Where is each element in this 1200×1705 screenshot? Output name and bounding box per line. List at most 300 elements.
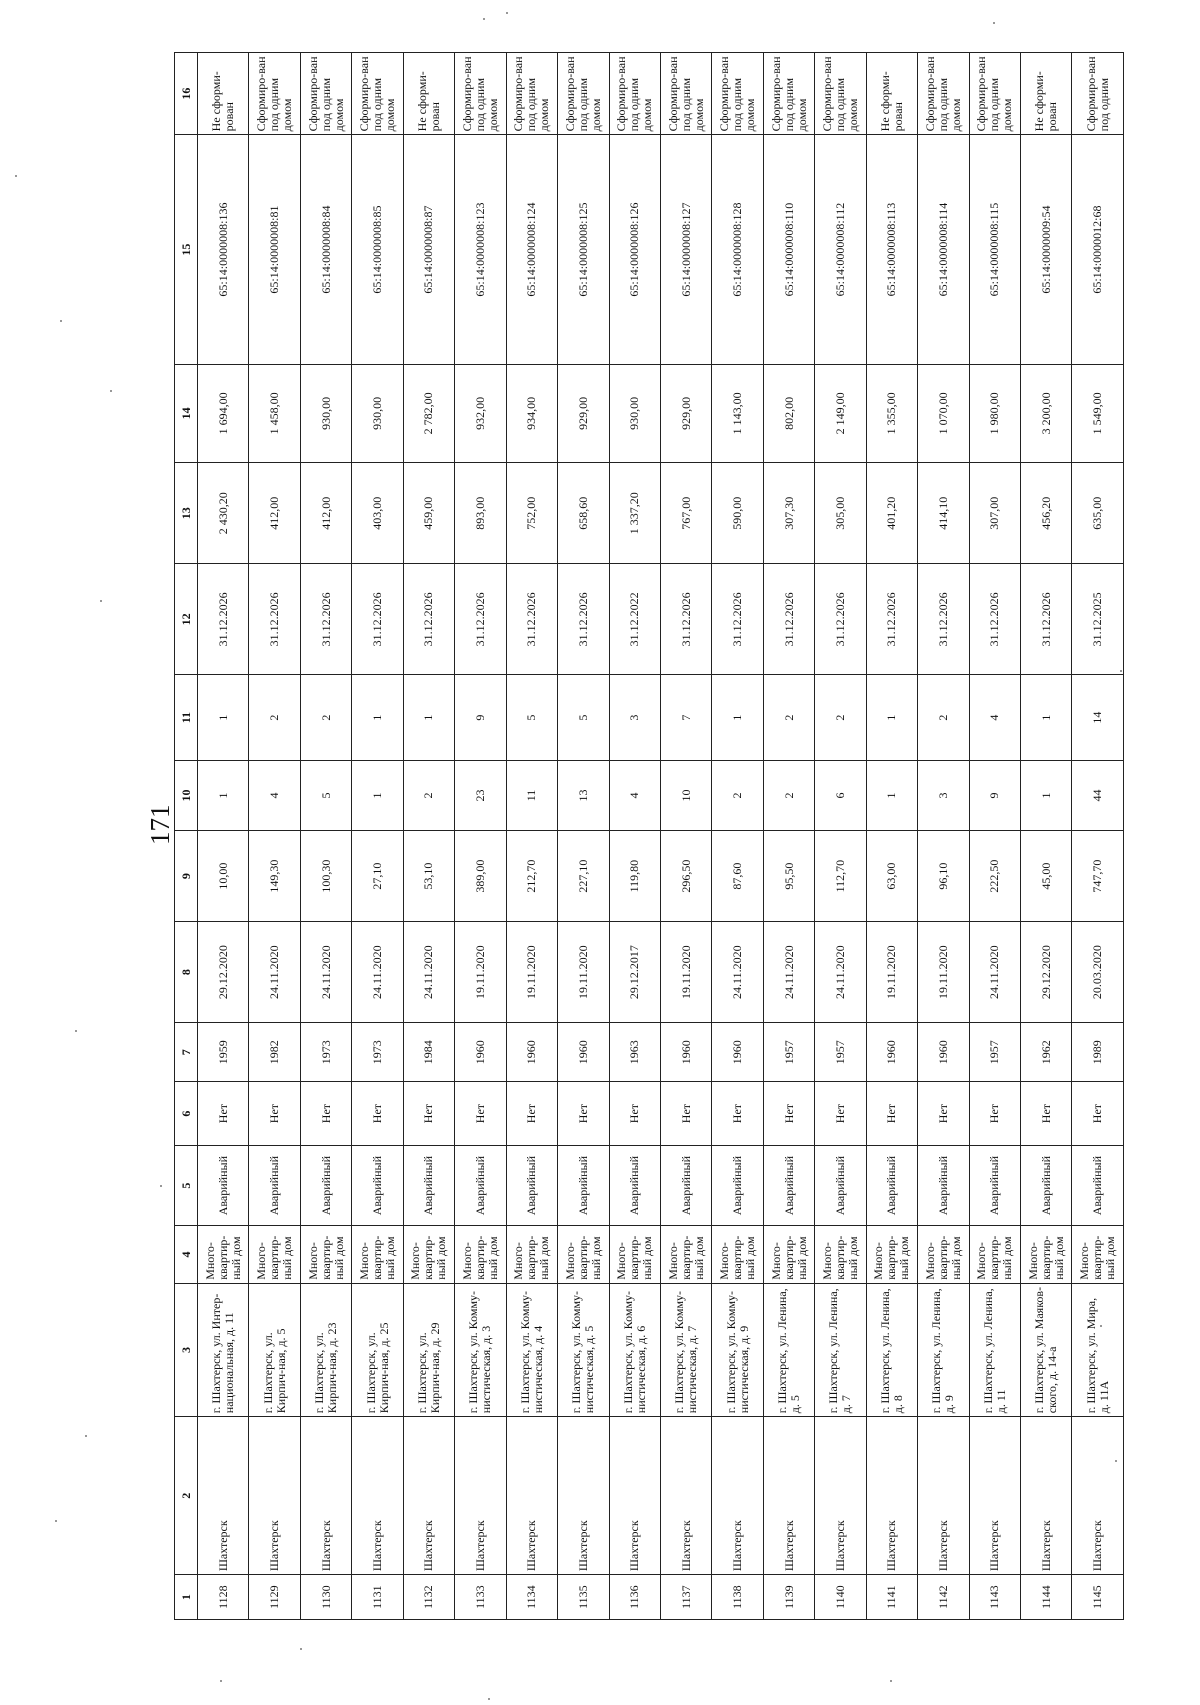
year-cell: 1960 [712,1023,763,1082]
city-cell: Шахтерск [1072,1417,1124,1575]
table-row [866,53,917,1620]
address-cell: г. Шахтерск, ул. Комму-нистическая, д. 4 [506,1283,557,1416]
col-13-cell: 401,20 [866,463,917,564]
land-status-cell: Не сформи-рован [1021,53,1072,135]
col-14-cell: 1 143,00 [712,364,763,462]
table-row [1021,53,1072,1620]
cadastral-number-cell: 65:14:0000008:113 [866,135,917,364]
deadline-cell: 31.12.2022 [609,564,660,675]
year-cell: 1982 [249,1023,300,1082]
table-body [198,53,1124,1620]
year-cell: 1960 [455,1023,506,1082]
col-13-cell: 307,30 [763,463,814,564]
col-10-cell: 1 [866,760,917,830]
flag-cell: Нет [1072,1082,1124,1146]
status-cell: Аварийный [660,1146,711,1226]
col-10-cell: 3 [918,760,969,830]
table-row [300,53,351,1620]
row-number-cell: 1136 [609,1575,660,1620]
status-cell: Аварийный [249,1146,300,1226]
city-cell: Шахтерск [506,1417,557,1575]
cadastral-number-cell: 65:14:0000008:124 [506,135,557,364]
land-status-cell: Сформиро-ван под одним домом [660,53,711,135]
scan-speck [15,175,17,177]
scan-speck [890,1680,892,1682]
col-14-cell: 930,00 [609,364,660,462]
column-number-13: 13 [175,463,198,564]
land-status-cell: Не сформи-рован [403,53,454,135]
col-13-cell: 767,00 [660,463,711,564]
address-cell: г. Шахтерск, ул. Комму-нистическая, д. 9 [712,1283,763,1416]
address-cell: г. Шахтерск, ул. Комму-нистическая, д. 7 [660,1283,711,1416]
page-number: 171 [145,804,175,845]
scan-speck [993,22,995,24]
column-number-row [175,53,198,1620]
address-cell: г. Шахтерск, ул. Кирпич-ная, д. 23 [300,1283,351,1416]
row-number-cell: 1135 [558,1575,609,1620]
column-number-8: 8 [175,921,198,1022]
scan-speck [55,1520,57,1522]
address-cell: г. Шахтерск, ул. Ленина, д. 5 [763,1283,814,1416]
scan-speck [75,1030,77,1032]
area-cell: 222,50 [969,831,1020,922]
city-cell: Шахтерск [660,1417,711,1575]
year-cell: 1973 [352,1023,403,1082]
deadline-cell: 31.12.2026 [660,564,711,675]
status-cell: Аварийный [403,1146,454,1226]
year-cell: 1960 [866,1023,917,1082]
col-11-cell: 5 [558,675,609,760]
building-type-cell: Много-квартир-ный дом [712,1226,763,1284]
building-type-cell: Много-квартир-ный дом [918,1226,969,1284]
col-11-cell: 2 [815,675,866,760]
deadline-cell: 31.12.2026 [969,564,1020,675]
address-cell: г. Шахтерск, ул. Мира, д. 11А [1072,1283,1124,1416]
city-cell: Шахтерск [352,1417,403,1575]
col-14-cell: 930,00 [352,364,403,462]
col-14-cell: 930,00 [300,364,351,462]
area-cell: 100,30 [300,831,351,922]
building-type-cell: Много-квартир-ный дом [815,1226,866,1284]
scan-speck [160,1185,162,1187]
table-row [763,53,814,1620]
col-13-cell: 459,00 [403,463,454,564]
land-status-cell: Сформиро-ван под одним домом [249,53,300,135]
row-number-cell: 1141 [866,1575,917,1620]
building-type-cell: Много-квартир-ный дом [249,1226,300,1284]
flag-cell: Нет [403,1082,454,1146]
col-11-cell: 2 [763,675,814,760]
date-cell: 24.11.2020 [815,921,866,1022]
status-cell: Аварийный [609,1146,660,1226]
scan-speck [100,600,102,602]
cadastral-number-cell: 65:14:0000008:84 [300,135,351,364]
flag-cell: Нет [249,1082,300,1146]
col-14-cell: 929,00 [558,364,609,462]
col-11-cell: 1 [1021,675,1072,760]
flag-cell: Нет [763,1082,814,1146]
col-14-cell: 1 980,00 [969,364,1020,462]
land-status-cell: Не сформи-рован [198,53,249,135]
column-number-12: 12 [175,564,198,675]
date-cell: 19.11.2020 [506,921,557,1022]
city-cell: Шахтерск [918,1417,969,1575]
address-cell: г. Шахтерск, ул. Комму-нистическая, д. 3 [455,1283,506,1416]
address-cell: г. Шахтерск, ул. Ленина, д. 7 [815,1283,866,1416]
col-13-cell: 752,00 [506,463,557,564]
col-11-cell: 2 [249,675,300,760]
flag-cell: Нет [866,1082,917,1146]
area-cell: 96,10 [918,831,969,922]
year-cell: 1957 [969,1023,1020,1082]
col-14-cell: 1 549,00 [1072,364,1124,462]
land-status-cell: Сформиро-ван под одним домом [352,53,403,135]
deadline-cell: 31.12.2026 [506,564,557,675]
flag-cell: Нет [660,1082,711,1146]
column-number-15: 15 [175,135,198,364]
table-row [249,53,300,1620]
cadastral-number-cell: 65:14:0000008:85 [352,135,403,364]
col-14-cell: 802,00 [763,364,814,462]
deadline-cell: 31.12.2026 [1021,564,1072,675]
area-cell: 87,60 [712,831,763,922]
scan-speck [60,320,62,322]
row-number-cell: 1144 [1021,1575,1072,1620]
column-number-10: 10 [175,760,198,830]
column-number-11: 11 [175,675,198,760]
deadline-cell: 31.12.2026 [352,564,403,675]
col-11-cell: 1 [866,675,917,760]
cadastral-number-cell: 65:14:0000008:128 [712,135,763,364]
year-cell: 1962 [1021,1023,1072,1082]
col-14-cell: 1 355,00 [866,364,917,462]
housing-register-table [174,52,1124,1620]
deadline-cell: 31.12.2026 [403,564,454,675]
table-row [403,53,454,1620]
city-cell: Шахтерск [969,1417,1020,1575]
col-10-cell: 13 [558,760,609,830]
col-10-cell: 11 [506,760,557,830]
land-status-cell: Сформиро-ван под одним домом [455,53,506,135]
scan-speck [488,1698,490,1700]
cadastral-number-cell: 65:14:0000008:87 [403,135,454,364]
flag-cell: Нет [352,1082,403,1146]
table-row [506,53,557,1620]
area-cell: 747,70 [1072,831,1124,922]
status-cell: Аварийный [455,1146,506,1226]
area-cell: 389,00 [455,831,506,922]
row-number-cell: 1130 [300,1575,351,1620]
area-cell: 212,70 [506,831,557,922]
status-cell: Аварийный [866,1146,917,1226]
column-number-1: 1 [175,1575,198,1620]
land-status-cell: Сформиро-ван под одним домом [712,53,763,135]
row-number-cell: 1128 [198,1575,249,1620]
year-cell: 1957 [763,1023,814,1082]
building-type-cell: Много-квартир-ный дом [455,1226,506,1284]
deadline-cell: 31.12.2026 [558,564,609,675]
col-11-cell: 14 [1072,675,1124,760]
area-cell: 63,00 [866,831,917,922]
flag-cell: Нет [455,1082,506,1146]
col-10-cell: 23 [455,760,506,830]
row-number-cell: 1142 [918,1575,969,1620]
col-10-cell: 2 [712,760,763,830]
status-cell: Аварийный [763,1146,814,1226]
scan-speck [220,1680,222,1682]
column-number-9: 9 [175,831,198,922]
col-14-cell: 2 149,00 [815,364,866,462]
col-10-cell: 4 [609,760,660,830]
col-11-cell: 5 [506,675,557,760]
col-10-cell: 2 [403,760,454,830]
building-type-cell: Много-квартир-ный дом [506,1226,557,1284]
date-cell: 24.11.2020 [403,921,454,1022]
col-11-cell: 1 [198,675,249,760]
building-type-cell: Много-квартир-ный дом [198,1226,249,1284]
col-13-cell: 2 430,20 [198,463,249,564]
land-status-cell: Сформиро-ван под одним домом [558,53,609,135]
col-13-cell: 893,00 [455,463,506,564]
cadastral-number-cell: 65:14:0000008:123 [455,135,506,364]
area-cell: 119,80 [609,831,660,922]
address-cell: г. Шахтерск, ул. Комму-нистическая, д. 5 [558,1283,609,1416]
table-row [815,53,866,1620]
area-cell: 296,50 [660,831,711,922]
year-cell: 1984 [403,1023,454,1082]
area-cell: 10,00 [198,831,249,922]
table-row [969,53,1020,1620]
flag-cell: Нет [712,1082,763,1146]
flag-cell: Нет [1021,1082,1072,1146]
land-status-cell: Сформиро-ван под одним домом [300,53,351,135]
status-cell: Аварийный [969,1146,1020,1226]
cadastral-number-cell: 65:14:0000008:112 [815,135,866,364]
deadline-cell: 31.12.2026 [866,564,917,675]
date-cell: 24.11.2020 [352,921,403,1022]
building-type-cell: Много-квартир-ный дом [969,1226,1020,1284]
table-rotation-wrapper [174,52,1124,1620]
row-number-cell: 1129 [249,1575,300,1620]
row-number-cell: 1131 [352,1575,403,1620]
city-cell: Шахтерск [763,1417,814,1575]
col-10-cell: 2 [763,760,814,830]
year-cell: 1960 [506,1023,557,1082]
table-row [1072,53,1124,1620]
col-14-cell: 1 070,00 [918,364,969,462]
deadline-cell: 31.12.2026 [249,564,300,675]
deadline-cell: 31.12.2026 [300,564,351,675]
cadastral-number-cell: 65:14:0000008:126 [609,135,660,364]
column-number-16: 16 [175,53,198,135]
land-status-cell: Сформиро-ван под одним домом [506,53,557,135]
deadline-cell: 31.12.2026 [712,564,763,675]
col-13-cell: 1 337,20 [609,463,660,564]
status-cell: Аварийный [198,1146,249,1226]
table-row [455,53,506,1620]
address-cell: г. Шахтерск, ул. Кирпич-ная, д. 25 [352,1283,403,1416]
col-11-cell: 3 [609,675,660,760]
date-cell: 24.11.2020 [763,921,814,1022]
address-cell: г. Шахтерск, ул. Комму-нистическая, д. 6 [609,1283,660,1416]
deadline-cell: 31.12.2026 [918,564,969,675]
flag-cell: Нет [815,1082,866,1146]
date-cell: 24.11.2020 [300,921,351,1022]
city-cell: Шахтерск [609,1417,660,1575]
col-10-cell: 9 [969,760,1020,830]
date-cell: 19.11.2020 [866,921,917,1022]
status-cell: Аварийный [712,1146,763,1226]
city-cell: Шахтерск [198,1417,249,1575]
col-13-cell: 307,00 [969,463,1020,564]
col-14-cell: 1 694,00 [198,364,249,462]
col-13-cell: 403,00 [352,463,403,564]
land-status-cell: Сформиро-ван под одним домом [918,53,969,135]
cadastral-number-cell: 65:14:0000008:110 [763,135,814,364]
cadastral-number-cell: 65:14:0000009:54 [1021,135,1072,364]
col-10-cell: 6 [815,760,866,830]
flag-cell: Нет [198,1082,249,1146]
row-number-cell: 1132 [403,1575,454,1620]
table-row [918,53,969,1620]
scan-speck [110,390,112,392]
flag-cell: Нет [558,1082,609,1146]
scan-speck [483,18,485,20]
column-number-7: 7 [175,1023,198,1082]
date-cell: 24.11.2020 [712,921,763,1022]
city-cell: Шахтерск [558,1417,609,1575]
scan-speck [300,1648,302,1650]
scan-speck [506,12,508,14]
col-10-cell: 4 [249,760,300,830]
date-cell: 29.12.2020 [1021,921,1072,1022]
year-cell: 1963 [609,1023,660,1082]
col-13-cell: 590,00 [712,463,763,564]
address-cell: г. Шахтерск, ул. Интер-национальная, д. 11 [198,1283,249,1416]
building-type-cell: Много-квартир-ный дом [1021,1226,1072,1284]
column-number-6: 6 [175,1082,198,1146]
col-10-cell: 44 [1072,760,1124,830]
city-cell: Шахтерск [249,1417,300,1575]
cadastral-number-cell: 65:14:0000008:114 [918,135,969,364]
column-number-5: 5 [175,1146,198,1226]
col-13-cell: 305,00 [815,463,866,564]
land-status-cell: Не сформи-рован [866,53,917,135]
date-cell: 24.11.2020 [249,921,300,1022]
cadastral-number-cell: 65:14:0000008:81 [249,135,300,364]
col-13-cell: 658,60 [558,463,609,564]
area-cell: 227,10 [558,831,609,922]
scan-speck [1115,1460,1117,1462]
building-type-cell: Много-квартир-ный дом [609,1226,660,1284]
column-number-14: 14 [175,364,198,462]
flag-cell: Нет [506,1082,557,1146]
col-11-cell: 2 [918,675,969,760]
table-row [352,53,403,1620]
date-cell: 20.03.2020 [1072,921,1124,1022]
address-cell: г. Шахтерск, ул. Маяков-ского, д. 14-а [1021,1283,1072,1416]
status-cell: Аварийный [1021,1146,1072,1226]
address-cell: г. Шахтерск, ул. Кирпич-ная, д. 29 [403,1283,454,1416]
row-number-cell: 1134 [506,1575,557,1620]
year-cell: 1989 [1072,1023,1124,1082]
city-cell: Шахтерск [815,1417,866,1575]
land-status-cell: Сформиро-ван под одним домом [609,53,660,135]
year-cell: 1957 [815,1023,866,1082]
col-13-cell: 414,10 [918,463,969,564]
col-11-cell: 9 [455,675,506,760]
address-cell: г. Шахтерск, ул. Ленина, д. 8 [866,1283,917,1416]
scan-speck [1100,1325,1102,1327]
column-number-2: 2 [175,1417,198,1575]
col-13-cell: 412,00 [249,463,300,564]
date-cell: 19.11.2020 [660,921,711,1022]
col-14-cell: 929,00 [660,364,711,462]
date-cell: 19.11.2020 [918,921,969,1022]
cadastral-number-cell: 65:14:0000008:125 [558,135,609,364]
area-cell: 95,50 [763,831,814,922]
deadline-cell: 31.12.2026 [455,564,506,675]
table-row [660,53,711,1620]
city-cell: Шахтерск [712,1417,763,1575]
col-10-cell: 1 [1021,760,1072,830]
deadline-cell: 31.12.2026 [198,564,249,675]
cadastral-number-cell: 65:14:0000012:68 [1072,135,1124,364]
col-13-cell: 456,20 [1021,463,1072,564]
row-number-cell: 1139 [763,1575,814,1620]
flag-cell: Нет [918,1082,969,1146]
building-type-cell: Много-квартир-ный дом [660,1226,711,1284]
city-cell: Шахтерск [866,1417,917,1575]
scan-speck [85,1435,87,1437]
building-type-cell: Много-квартир-ный дом [558,1226,609,1284]
status-cell: Аварийный [352,1146,403,1226]
building-type-cell: Много-квартир-ный дом [866,1226,917,1284]
date-cell: 29.12.2020 [198,921,249,1022]
city-cell: Шахтерск [300,1417,351,1575]
col-11-cell: 1 [403,675,454,760]
row-number-cell: 1140 [815,1575,866,1620]
col-11-cell: 7 [660,675,711,760]
col-11-cell: 2 [300,675,351,760]
status-cell: Аварийный [506,1146,557,1226]
col-10-cell: 10 [660,760,711,830]
status-cell: Аварийный [300,1146,351,1226]
flag-cell: Нет [969,1082,1020,1146]
column-number-4: 4 [175,1226,198,1284]
col-13-cell: 635,00 [1072,463,1124,564]
col-14-cell: 3 200,00 [1021,364,1072,462]
col-13-cell: 412,00 [300,463,351,564]
table-row [609,53,660,1620]
date-cell: 19.11.2020 [455,921,506,1022]
col-10-cell: 5 [300,760,351,830]
col-11-cell: 4 [969,675,1020,760]
row-number-cell: 1138 [712,1575,763,1620]
row-number-cell: 1143 [969,1575,1020,1620]
year-cell: 1960 [918,1023,969,1082]
area-cell: 45,00 [1021,831,1072,922]
address-cell: г. Шахтерск, ул. Ленина, д. 11 [969,1283,1020,1416]
address-cell: г. Шахтерск, ул. Кирпич-ная, д. 5 [249,1283,300,1416]
flag-cell: Нет [609,1082,660,1146]
col-14-cell: 2 782,00 [403,364,454,462]
status-cell: Аварийный [815,1146,866,1226]
year-cell: 1973 [300,1023,351,1082]
area-cell: 112,70 [815,831,866,922]
col-11-cell: 1 [712,675,763,760]
col-10-cell: 1 [352,760,403,830]
